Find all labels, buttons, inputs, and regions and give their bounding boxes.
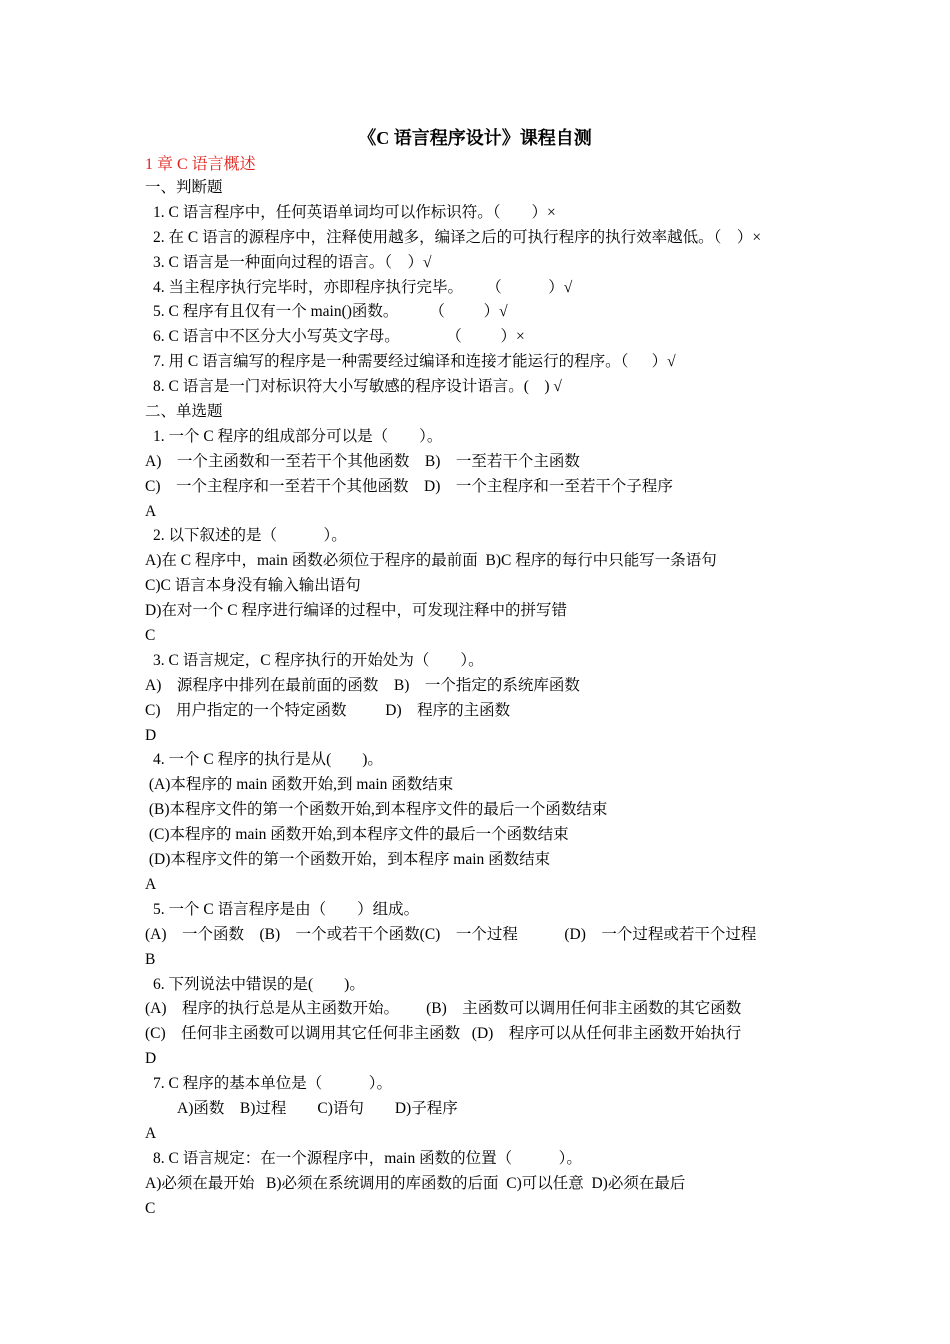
text-line: 1. C 语言程序中，任何英语单词均可以作标识符。（ ）× [153, 203, 556, 221]
text-line: C [145, 1199, 156, 1217]
text-line: 一、判断题 [145, 179, 223, 196]
text-line: A) 源程序中排列在最前面的函数 B) 一个指定的系统库函数 [145, 676, 580, 694]
text-line: (C)本程序的 main 函数开始,到本程序文件的最后一个函数结束 [145, 826, 569, 844]
text-line: C)C 语言本身没有输入输出语句 [145, 577, 361, 595]
text-line: (C) 任何非主函数可以调用其它任何非主函数 (D) 程序可以从任何非主函数开始执行 [145, 1025, 742, 1043]
text-line: 2. 在 C 语言的源程序中，注释使用越多，编译之后的可执行程序的执行效率越低。（ ）× [153, 228, 762, 246]
text-line: A [145, 502, 157, 520]
text-line: A)函数 B)过程 C)语句 D)子程序 [177, 1099, 458, 1117]
text-line: 8. C 语言规定：在一个源程序中，main 函数的位置（ ）。 [153, 1149, 582, 1167]
text-line: 二、单选题 [145, 403, 223, 421]
text-line: 1. 一个 C 程序的组成部分可以是（ ）。 [153, 427, 443, 445]
text-line: 6. C 语言中不区分大小写英文字母。 （ ）× [153, 328, 525, 346]
text-line: C) 用户指定的一个特定函数 D) 程序的主函数 [145, 701, 511, 719]
text-line: D [145, 1050, 157, 1068]
text-line: A)在 C 程序中，main 函数必须位于程序的最前面 B)C 程序的每行中只能写一条语句 [145, 552, 717, 570]
text-line: 8. C 语言是一门对标识符大小写敏感的程序设计语言。( ) √ [153, 378, 562, 396]
text-line: C [145, 627, 156, 645]
text-line: 2. 以下叙述的是（ ）。 [153, 527, 347, 545]
text-line: A [145, 1124, 157, 1142]
text-line: D [145, 726, 157, 744]
text-line: 5. C 程序有且仅有一个 main()函数。 （ ）√ [153, 303, 508, 321]
text-line: B [145, 950, 156, 968]
text-line: A) 一个主函数和一至若干个其他函数 B) 一至若干个主函数 [145, 452, 580, 470]
document-title: 《C 语言程序设计》课程自测 [358, 128, 592, 148]
text-line: D)在对一个 C 程序进行编译的过程中，可发现注释中的拼写错 [145, 602, 567, 620]
text-line: C) 一个主程序和一至若干个其他函数 D) 一个主程序和一至若干个子程序 [145, 477, 673, 495]
chapter-heading: 1 章 C 语言概述 [145, 156, 256, 173]
text-line: A)必须在最开始 B)必须在系统调用的库函数的后面 C)可以任意 D)必须在最后 [145, 1174, 686, 1192]
text-line: 4. 当主程序执行完毕时，亦即程序执行完毕。 （ ）√ [153, 278, 573, 296]
text-line: 3. C 语言规定，C 程序执行的开始处为（ ）。 [153, 651, 484, 669]
text-line: (A) 程序的执行总是从主函数开始。 (B) 主函数可以调用任何非主函数的其它函数 [145, 1000, 742, 1018]
text-line: (A) 一个函数 (B) 一个或若干个函数(C) 一个过程 (D) 一个过程或若干个过程 [145, 925, 757, 943]
text-line: A [145, 875, 157, 893]
text-line: (D)本程序文件的第一个函数开始，到本程序 main 函数结束 [145, 851, 551, 869]
text-line: 5. 一个 C 语言程序是由（ ）组成。 [153, 900, 420, 918]
text-line: 7. 用 C 语言编写的程序是一种需要经过编译和连接才能运行的程序。（ ）√ [153, 353, 676, 371]
text-line: 7. C 程序的基本单位是（ ）。 [153, 1075, 392, 1093]
document-body [145, 176, 835, 1221]
text-line: 3. C 语言是一种面向过程的语言。（ ）√ [153, 253, 432, 271]
text-line: (A)本程序的 main 函数开始,到 main 函数结束 [145, 776, 454, 794]
text-line: (B)本程序文件的第一个函数开始,到本程序文件的最后一个函数结束 [145, 801, 608, 819]
text-line: 4. 一个 C 程序的执行是从( )。 [153, 751, 383, 769]
text-line: 6. 下列说法中错误的是( )。 [153, 975, 365, 993]
